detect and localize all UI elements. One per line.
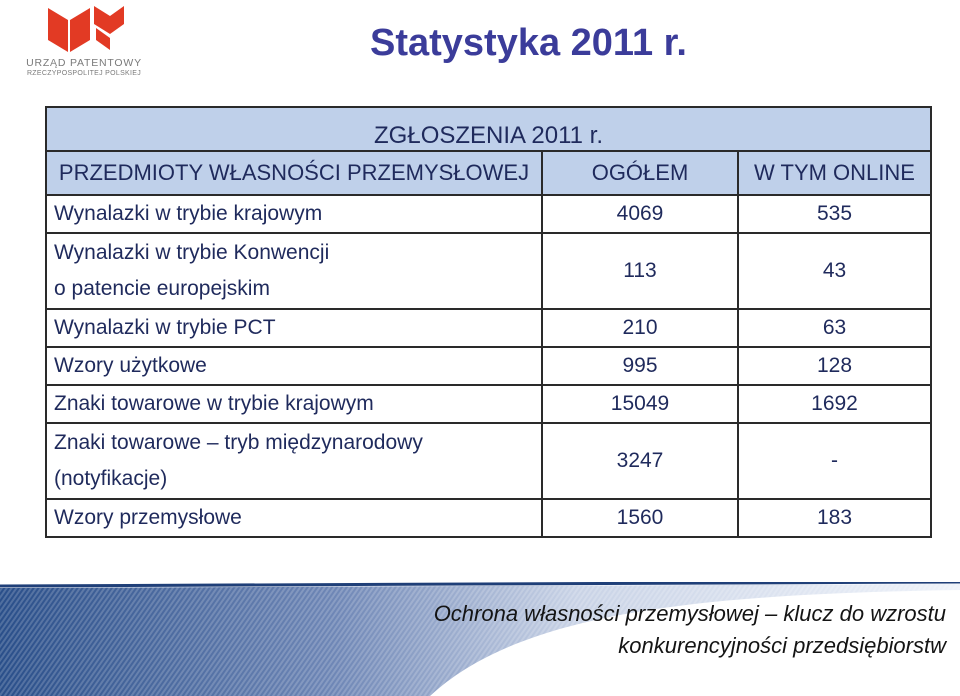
row-total: 995	[542, 347, 738, 385]
row-total: 3247	[542, 423, 738, 499]
table-caption-row	[46, 107, 931, 151]
row-label: Wynalazki w trybie PCT	[46, 309, 542, 347]
row-online: 1692	[738, 385, 931, 423]
statistics-table	[45, 106, 932, 538]
footer-slogan	[346, 598, 946, 662]
row-online: -	[738, 423, 931, 499]
row-total: 210	[542, 309, 738, 347]
row-label: Wzory użytkowe	[46, 347, 542, 385]
page-title: Statystyka 2011 r.	[370, 22, 687, 64]
row-total: 113	[542, 233, 738, 309]
column-header-subject: PRZEDMIOTY WŁASNOŚCI PRZEMYSŁOWEJ	[46, 151, 542, 195]
logo	[18, 2, 148, 80]
footer-slogan-line1: Ochrona własności przemysłowej – klucz do wzrostu	[433, 601, 946, 626]
column-header-total: OGÓŁEM	[542, 151, 738, 195]
table-caption: ZGŁOSZENIA 2011 r.	[46, 107, 931, 151]
table-row	[46, 385, 931, 423]
column-header-online: W TYM ONLINE	[738, 151, 931, 195]
logo-text-line2: RZECZYPOSPOLITEJ POLSKIEJ	[26, 70, 142, 77]
row-label: Znaki towarowe w trybie krajowym	[46, 385, 542, 423]
row-total: 4069	[542, 195, 738, 233]
table-row	[46, 347, 931, 385]
row-online: 128	[738, 347, 931, 385]
row-label: Znaki towarowe – tryb międzynarodowy (notyfikacje)	[46, 423, 542, 499]
table-header-row	[46, 151, 931, 195]
logo-text-line1: URZĄD PATENTOWY	[26, 57, 142, 69]
row-total: 1560	[542, 499, 738, 537]
footer-slogan-line2: konkurencyjności przedsiębiorstw	[618, 633, 946, 658]
table-row	[46, 499, 931, 537]
logo-mark-icon	[46, 2, 126, 54]
table-row	[46, 233, 931, 309]
table-row	[46, 309, 931, 347]
row-online: 43	[738, 233, 931, 309]
row-label: Wzory przemysłowe	[46, 499, 542, 537]
row-online: 63	[738, 309, 931, 347]
table-row	[46, 423, 931, 499]
row-online: 535	[738, 195, 931, 233]
row-label: Wynalazki w trybie krajowym	[46, 195, 542, 233]
row-total: 15049	[542, 385, 738, 423]
row-label: Wynalazki w trybie Konwencji o patencie europejskim	[46, 233, 542, 309]
row-online: 183	[738, 499, 931, 537]
table-row	[46, 195, 931, 233]
